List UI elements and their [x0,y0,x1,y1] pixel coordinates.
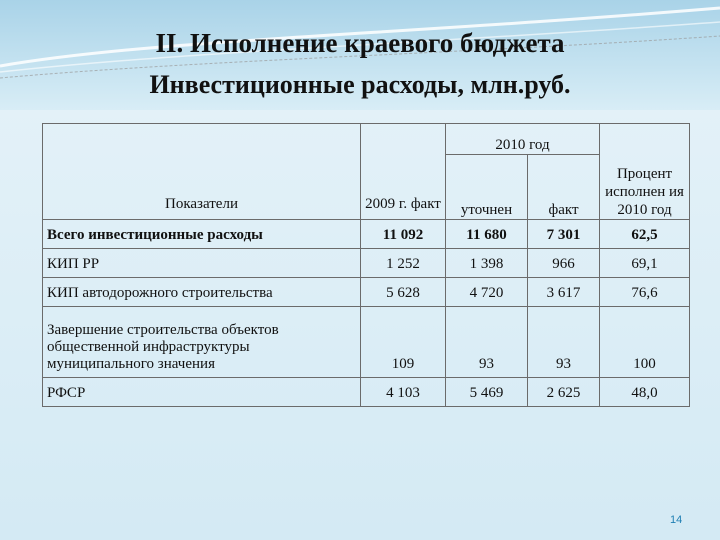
row-label: Завершение строительства объектов общественной инфраструктуры муниципального значения [43,307,361,378]
cell-adjusted: 11 680 [446,220,528,249]
header-2010-fact: факт [528,155,600,220]
header-2009-fact: 2009 г. факт [361,124,446,220]
cell-percent: 100 [600,307,690,378]
cell-fact: 93 [528,307,600,378]
table-row [43,278,690,307]
table-row [43,220,690,249]
header-indicator: Показатели [43,124,361,220]
cell-fact: 2 625 [528,378,600,407]
table-row [43,378,690,407]
cell-2009: 109 [361,307,446,378]
cell-2009: 1 252 [361,249,446,278]
slide-title: II. Исполнение краевого бюджета [155,28,565,58]
cell-2009: 11 092 [361,220,446,249]
cell-2009: 5 628 [361,278,446,307]
cell-percent: 69,1 [600,249,690,278]
cell-fact: 3 617 [528,278,600,307]
cell-percent: 76,6 [600,278,690,307]
row-label: КИП РР [43,249,361,278]
cell-adjusted: 93 [446,307,528,378]
page-number: 14 [670,514,683,526]
cell-adjusted: 4 720 [446,278,528,307]
cell-percent: 62,5 [600,220,690,249]
table-row [43,307,690,378]
cell-adjusted: 5 469 [446,378,528,407]
row-label: Всего инвестиционные расходы [43,220,361,249]
header-2010: 2010 год [446,124,600,155]
header-2010-adjusted: уточнен [446,155,528,220]
cell-fact: 966 [528,249,600,278]
cell-fact: 7 301 [528,220,600,249]
header-row-top [43,124,690,155]
cell-percent: 48,0 [600,378,690,407]
cell-2009: 4 103 [361,378,446,407]
investment-table [42,123,690,407]
table-row [43,249,690,278]
slide-subtitle: Инвестиционные расходы, млн.руб. [149,70,571,99]
header-percent: Процент исполнен ия 2010 год [600,124,690,220]
row-label: РФСР [43,378,361,407]
row-label: КИП автодорожного строительства [43,278,361,307]
cell-adjusted: 1 398 [446,249,528,278]
